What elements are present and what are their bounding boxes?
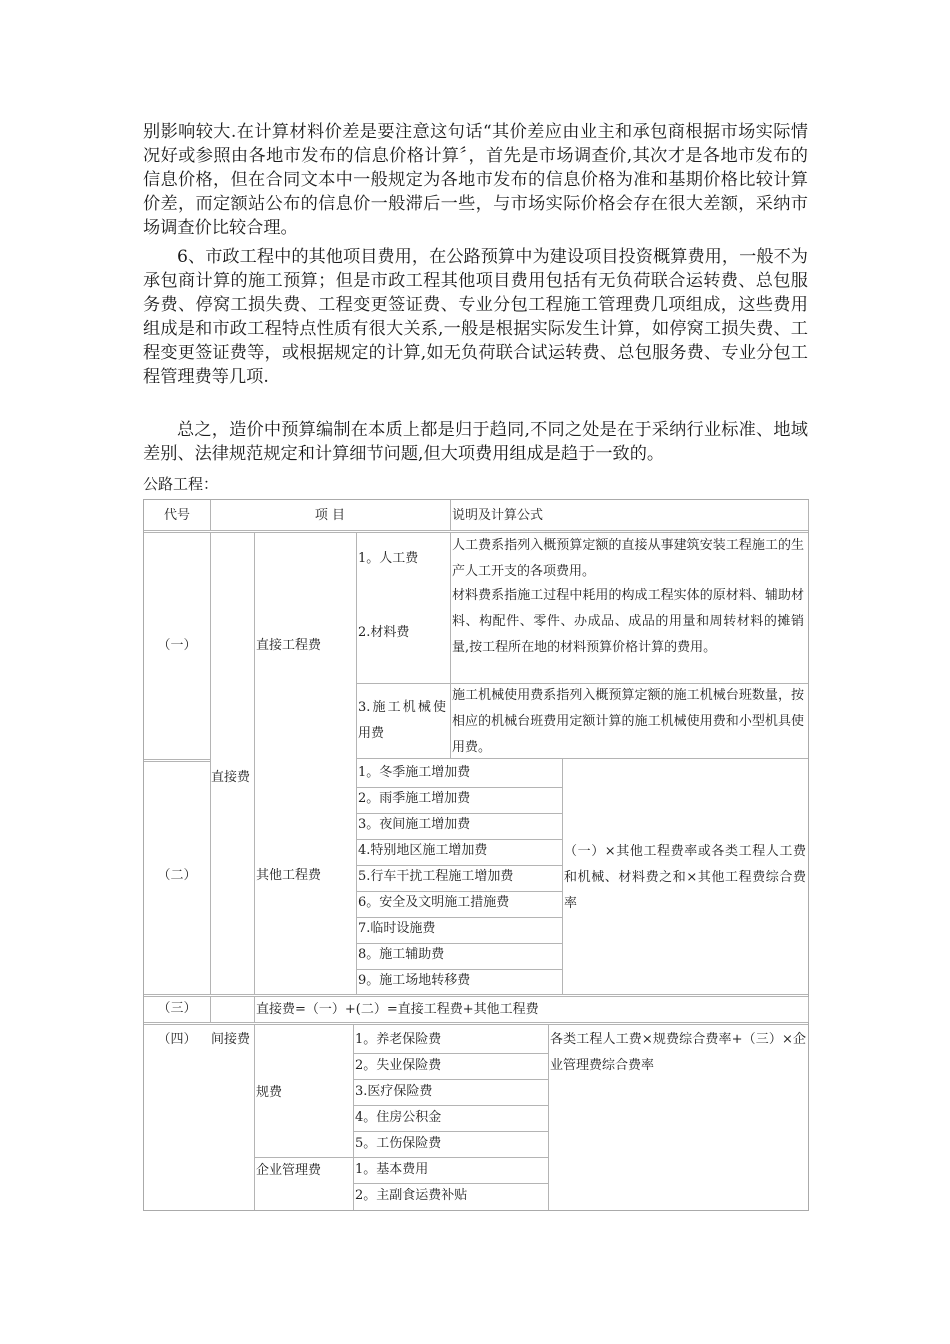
paragraph-other-costs: 6、市政工程中的其他项目费用，在公路预算中为建设项目投资概算费用，一般不为承包商计算的施工预算；但是市政工程其他项目费用包括有无负荷联合运转费、总包服务费、停窝工损失费、工程变更签证费、专业分包工程施工管理费几项组成，这些费用组成是和市政工程特点性质有很大关系,一般是根据实际发生计算，如停窝工损失费、工程变更签证费等，或根据规定的计算,如无负荷联合试运转费、总包服务费、专业分包工程管理费等几项. xyxy=(143,247,808,387)
code-4: （四） xyxy=(157,1032,197,1047)
other-item: 6。安全及文明施工措施费 xyxy=(358,895,510,910)
code-3: （三） xyxy=(157,1001,197,1016)
management-item: 2。主副食运费补贴 xyxy=(355,1188,468,1203)
other-item: 2。雨季施工增加费 xyxy=(358,791,471,806)
other-item: 1。冬季施工增加费 xyxy=(358,765,471,780)
cost-table xyxy=(143,499,809,1211)
other-item: 8。施工辅助费 xyxy=(358,947,445,962)
direct-item: 2.材料费 xyxy=(358,625,410,640)
other-item: 9。施工场地转移费 xyxy=(358,973,471,988)
fee-item: 4。住房公积金 xyxy=(355,1110,442,1125)
management-item: 1。基本费用 xyxy=(355,1162,429,1177)
direct-item: 3.施工机械使用费 xyxy=(358,700,446,741)
fee-item: 2。失业保险费 xyxy=(355,1058,442,1073)
indirect-description: 各类工程人工费×规费综合费率+（三）×企业管理费综合费率 xyxy=(550,1032,806,1073)
code-1: （一） xyxy=(157,638,197,653)
header-code: 代号 xyxy=(163,508,190,523)
fee-item: 3.医疗保险费 xyxy=(355,1084,433,1099)
fee-item: 5。工伤保险费 xyxy=(355,1136,442,1151)
other-item: 4.特别地区施工增加费 xyxy=(358,843,488,858)
subgroup-fees: 规费 xyxy=(256,1085,283,1100)
fee-item: 1。养老保险费 xyxy=(355,1032,442,1047)
paragraph-material-price: 别影响较大.在计算材料价差是要注意这句话“其价差应由业主和承包商根据市场实际情况好或参照由各地市发布的信息价格计算〞，首先是市场调查价,其次才是各地市发布的信息价格，但在合同文本中一般规定为各地市发布的信息价格为准和基期价格比较计算价差，而定额站公布的信息价一般滞后一些，与市场实际价格会存在很大差额，采纳市场调查价比较合理。 xyxy=(143,122,808,238)
group-indirect: 间接费 xyxy=(211,1032,251,1047)
other-item: 7.临时设施费 xyxy=(358,921,436,936)
header-description: 说明及计算公式 xyxy=(452,508,544,523)
other-item: 5.行车干扰工程施工增加费 xyxy=(358,869,514,884)
other-items-description: （一）×其他工程费率或各类工程人工费和机械、材料费之和×其他工程费综合费率 xyxy=(564,844,806,911)
direct-item: 1。人工费 xyxy=(358,551,419,566)
paragraph-summary: 总之，造价中预算编制在本质上都是归于趋同,不同之处是在于采纳行业标准、地域差别、法律规范规定和计算细节问题,但大项费用组成是趋于一致的。 xyxy=(143,420,808,464)
direct-item-description: 施工机械使用费系指列入概预算定额的施工机械台班数量，按相应的机械台班费用定额计算的施工机械使用费和小型机具使用费。 xyxy=(452,688,804,755)
other-item: 3。夜间施工增加费 xyxy=(358,817,471,832)
subgroup-direct-engineering: 直接工程费 xyxy=(256,638,322,653)
subgroup-management: 企业管理费 xyxy=(256,1163,322,1178)
subgroup-other-engineering: 其他工程费 xyxy=(256,868,322,883)
direct-item-description: 人工费系指列入概预算定额的直接从事建筑安装工程施工的生产人工开支的各项费用。 xyxy=(452,538,804,579)
direct-item-description: 材料费系指施工过程中耗用的构成工程实体的原材料、辅助材料、构配件、零件、办成品、成品的用量和周转材料的摊销量,按工程所在地的材料预算价格计算的费用。 xyxy=(452,588,804,655)
code-2: （二） xyxy=(157,868,197,883)
header-item: 项 目 xyxy=(314,508,346,523)
direct-cost-formula: 直接费=（一）+(二）=直接工程费+其他工程费 xyxy=(256,1002,539,1017)
table-caption: 公路工程： xyxy=(143,475,219,493)
group-direct: 直接费 xyxy=(211,770,251,785)
